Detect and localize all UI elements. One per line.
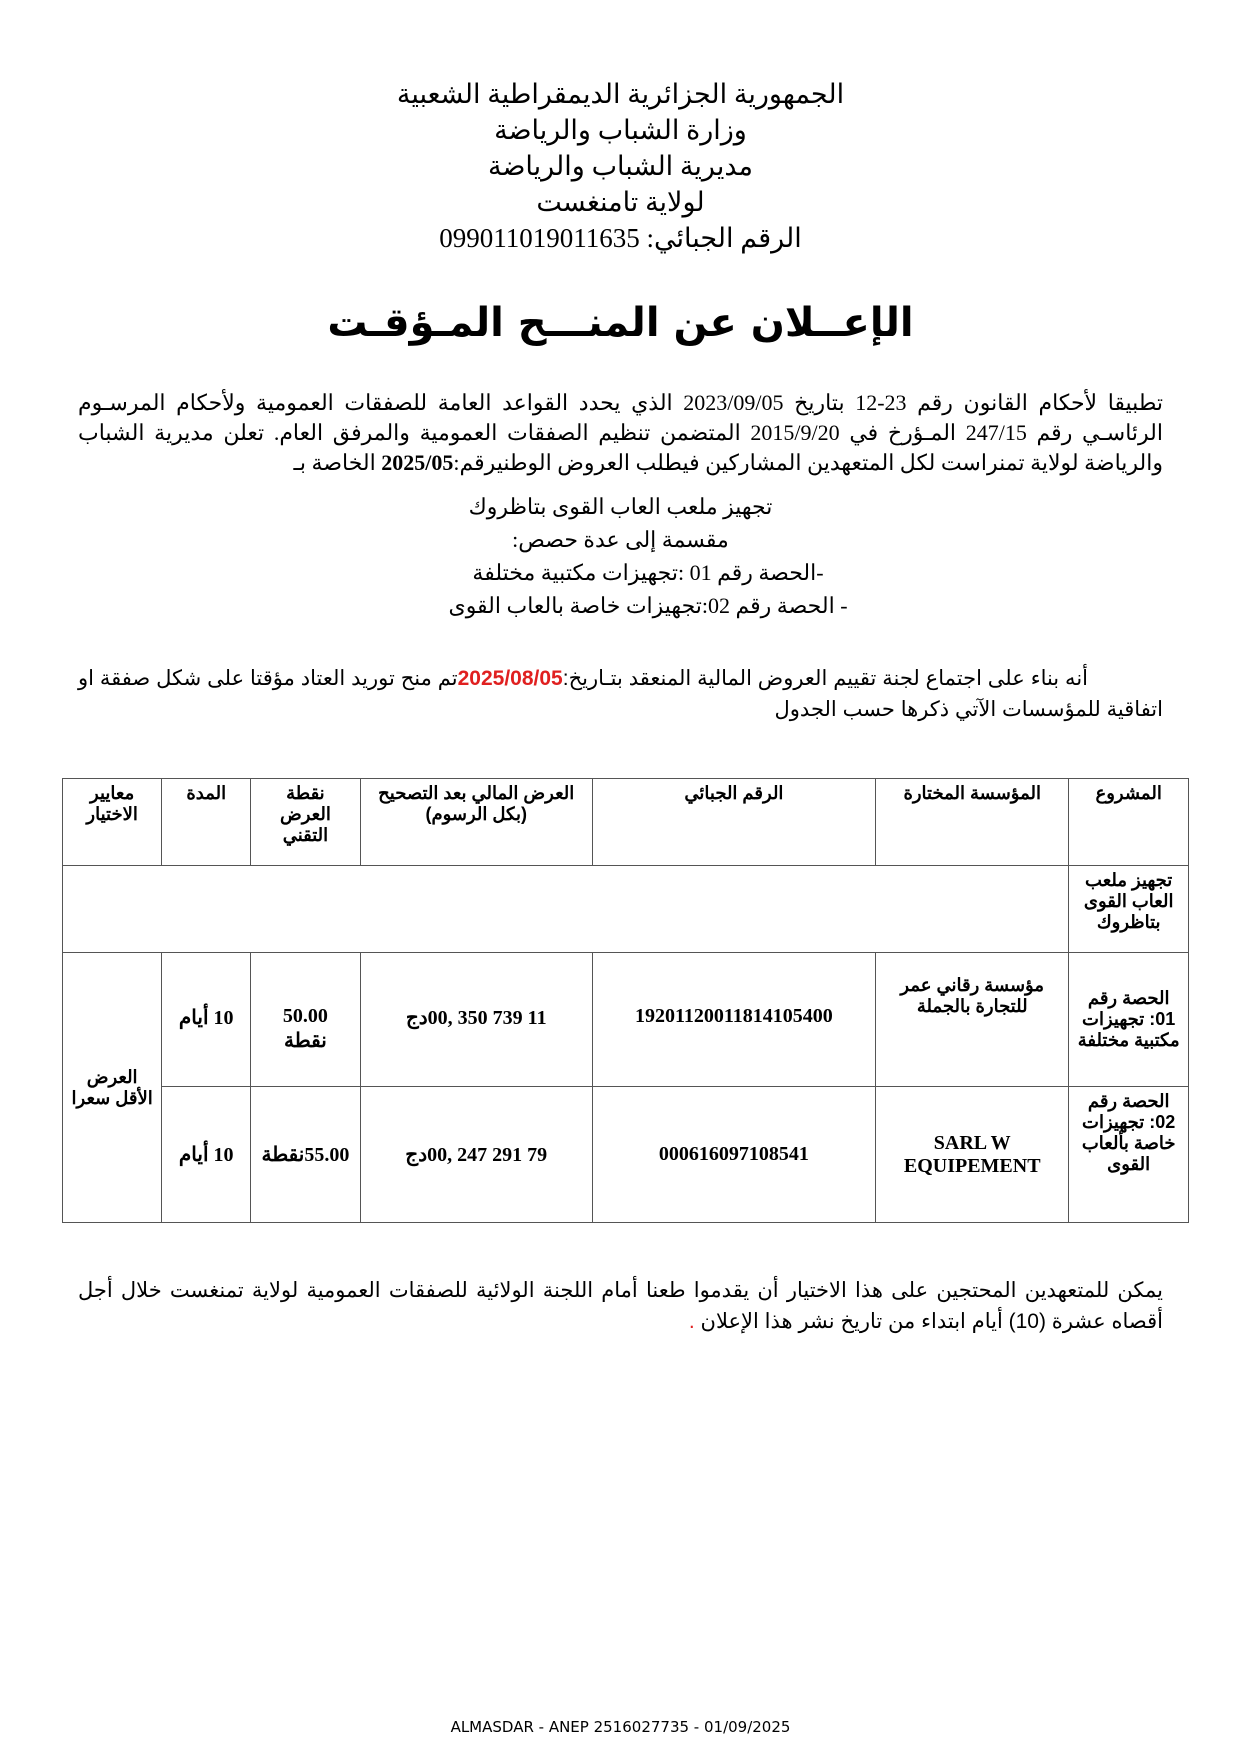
- header-republic: الجمهورية الجزائرية الديمقراطية الشعبية: [396, 79, 845, 109]
- financial-offer-cell: 11 739 350 ,00دج: [360, 953, 592, 1087]
- header-financial-offer: العرض المالي بعد التصحيح (بكل الرسوم): [360, 779, 592, 866]
- project-lot-1: -الحصة رقم 01 :تجهيزات مكتبية مختلفة: [472, 560, 824, 585]
- project-split-note: مقسمة إلى عدة حصص:: [512, 527, 729, 552]
- project-lot-2: - الحصة رقم 02:تجهيزات خاصة بالعاب القوى: [448, 593, 848, 618]
- tender-number: 2025/05: [381, 450, 454, 475]
- intro-paragraph: [78, 388, 1163, 478]
- header-tax-id-line: [0, 220, 1241, 256]
- criteria-cell: العرض الأقل سعرا: [63, 953, 162, 1223]
- header-tax-id: 099011019011635: [439, 223, 640, 253]
- header-ministry: وزارة الشباب والرياضة: [494, 115, 747, 145]
- award-text-end: تم منح توريد العتاد مؤقتا على شكل صفقة او اتفاقية للمؤسسات الآتي ذكرها حسب الجدول: [78, 667, 1163, 721]
- table-row-project: [63, 866, 1189, 953]
- footer-reference: ALMASDAR - ANEP 2516027735 - 01/09/2025: [450, 1718, 791, 1736]
- header-project: المشروع: [1069, 779, 1189, 866]
- header-directorate: مديرية الشباب والرياضة: [488, 151, 753, 181]
- project-name: تجهيز ملعب العاب القوى بتاظروك: [468, 494, 773, 519]
- meeting-date: 2025/08/05: [457, 667, 563, 690]
- technical-score-cell: 55.00نقطة: [251, 1087, 360, 1223]
- header-criteria: معايير الاختيار: [63, 779, 162, 866]
- table-row: [63, 953, 1189, 1087]
- company-cell: مؤسسة رقاني عمر للتجارة بالجملة: [876, 953, 1069, 1087]
- technical-score-cell: 50.00 نقطة: [251, 953, 360, 1087]
- table-row: [63, 1087, 1189, 1223]
- lot-cell: الحصة رقم 02: تجهيزات خاصة بألعاب القوى: [1069, 1087, 1189, 1223]
- project-empty-cell: [63, 866, 1069, 953]
- award-paragraph: [78, 663, 1163, 725]
- company-cell: SARL W EQUIPEMENT: [876, 1087, 1069, 1223]
- header-tax-id: الرقم الجبائي: [592, 779, 875, 866]
- page-title: الإعــلان عن المنـــح المـؤقـت: [327, 300, 914, 346]
- appeal-end-mark: .: [688, 1310, 695, 1333]
- financial-offer-cell: 79 291 247 ,00دج: [360, 1087, 592, 1223]
- header-tax-id-label: الرقم الجبائي:: [646, 223, 802, 253]
- project-cell: تجهيز ملعب العاب القوى بتاظروك: [1069, 866, 1189, 953]
- results-table: [62, 778, 1189, 1223]
- appeal-text: يمكن للمتعهدين المحتجين على هذا الاختيار أن يقدموا طعنا أمام اللجنة الولائية للصفقات العمومية لولاية تمنغست خلال أجل أقصاه عشرة (10) أيام ابتداء من تاريخ نشر هذا الإعلان: [78, 1279, 1163, 1333]
- header-technical-score: نقطة العرض التقني: [251, 779, 360, 866]
- intro-text: تطبيقا لأحكام القانون رقم 23-12 بتاريخ 2023/09/05 الذي يحدد القواعد العامة للصفقات العمومية ولأحكام المرسـوم الرئاسـي رقم 247/15 المـؤرخ في 2015/9/20 المتضمن تنظيم الصفقات العمومية والمرفق العام. تعلن مديرية الشباب والرياضة لولاية تمنراست لكل المتعهدين المشاركين فيطلب العروض الوطنيرقم:: [78, 390, 1163, 475]
- duration-cell: 10 أيام: [162, 1087, 251, 1223]
- header-province: لولاية تامنغست: [536, 187, 705, 217]
- lot-cell: الحصة رقم 01: تجهيزات مكتبية مختلفة: [1069, 953, 1189, 1087]
- header-duration: المدة: [162, 779, 251, 866]
- duration-cell: 10 أيام: [162, 953, 251, 1087]
- header-block: [0, 76, 1241, 256]
- award-text: أنه بناء على اجتماع لجنة تقييم العروض المالية المنعقد بتـاريخ:: [562, 667, 1088, 690]
- header-company: المؤسسة المختارة: [876, 779, 1069, 866]
- intro-text-end: الخاصة بـ: [293, 450, 382, 475]
- tax-id-cell: 19201120011814105400: [592, 953, 875, 1087]
- appeal-paragraph: [78, 1275, 1163, 1337]
- table-header-row: [63, 779, 1189, 866]
- project-description: [0, 490, 1241, 622]
- tax-id-cell: 000616097108541: [592, 1087, 875, 1223]
